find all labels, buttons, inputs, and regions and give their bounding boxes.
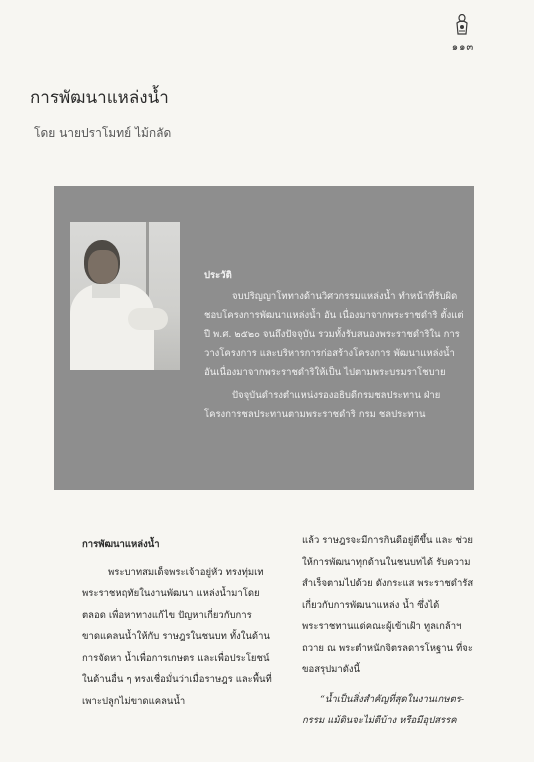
royal-emblem-icon xyxy=(454,14,470,36)
royal-quote: “น้ำเป็นสิ่งสำคัญที่สุดในงานเกษตร- กรรม แม้ดินจะไม่ดีบ้าง หรือมีอุปสรรค xyxy=(302,693,465,726)
author-byline: โดย นายปราโมทย์ ไม้กลัด xyxy=(34,126,172,140)
author-photo xyxy=(70,222,180,370)
article-column-left xyxy=(82,534,276,712)
article-column-right xyxy=(302,530,478,732)
article-paragraph: พระบาทสมเด็จพระเจ้าอยู่หัว ทรงทุ่มเทพระราชหฤทัยในงานพัฒนา แหล่งน้ำมาโดยตลอด เพื่อหาทางแก้ไข ปัญหาเกี่ยวกับการขาดแคลนน้ำให้กับ ราษฎรในชนบท ทั้งในด้านการจัดหา น้ำเพื่อการเกษตร และเพื่อประโยชน์ ในด้านอื่น ๆ ทรงเชื่อมั่นว่าเมื่อราษฎร และพื้นที่เพาะปลูกไม่ขาดแคลนน้ำ xyxy=(82,566,272,707)
bio-heading: ประวัติ xyxy=(204,270,232,281)
author-bio-panel xyxy=(54,186,474,490)
article-paragraph: แล้ว ราษฎรจะมีการกินดีอยู่ดีขึ้น และ ช่วยให้การพัฒนาทุกด้านในชนบทได้ รับความสำเร็จตามไปด้วย ดังกระแส พระราชดำรัสเกี่ยวกับการพัฒนาแหล่ง น้ำ ซึ่งได้พระราชทานแด่คณะผู้เข้าเฝ้า ทูลเกล้าฯ ถวาย ณ พระตำหนักจิตรลดารโหฐาน ที่จะขอสรุปมาดังนี้ xyxy=(302,535,474,675)
section-heading: การพัฒนาแหล่งน้ำ xyxy=(82,539,160,550)
bio-paragraph: ปัจจุบันดำรงตำแหน่งรองอธิบดีกรมชลประทาน ฝ่ายโครงการชลประทานตามพระราชดำริ กรม ชลประทาน xyxy=(204,390,441,420)
bio-paragraph: จบปริญญาโททางด้านวิศวกรรมแหล่งน้ำ ทำหน้าที่รับผิดชอบโครงการพัฒนาแหล่งน้ำ อัน เนื่องมาจากพระราชดำริ ตั้งแต่ปี พ.ศ. ๒๕๒๐ จนถึงปัจจุบัน รวมทั้งรับสนองพระราชดำริใน การวางโครงการ และบริหารการก่อสร้างโครงการ พัฒนาแหล่งน้ำอันเนื่องมาจากพระราชดำริให้เป็น ไปตามพระบรมราโชบาย xyxy=(204,291,464,378)
bio-text xyxy=(204,266,464,424)
page-title: การพัฒนาแหล่งน้ำ xyxy=(30,88,169,108)
page-number: ๑๑๓ xyxy=(451,42,475,53)
